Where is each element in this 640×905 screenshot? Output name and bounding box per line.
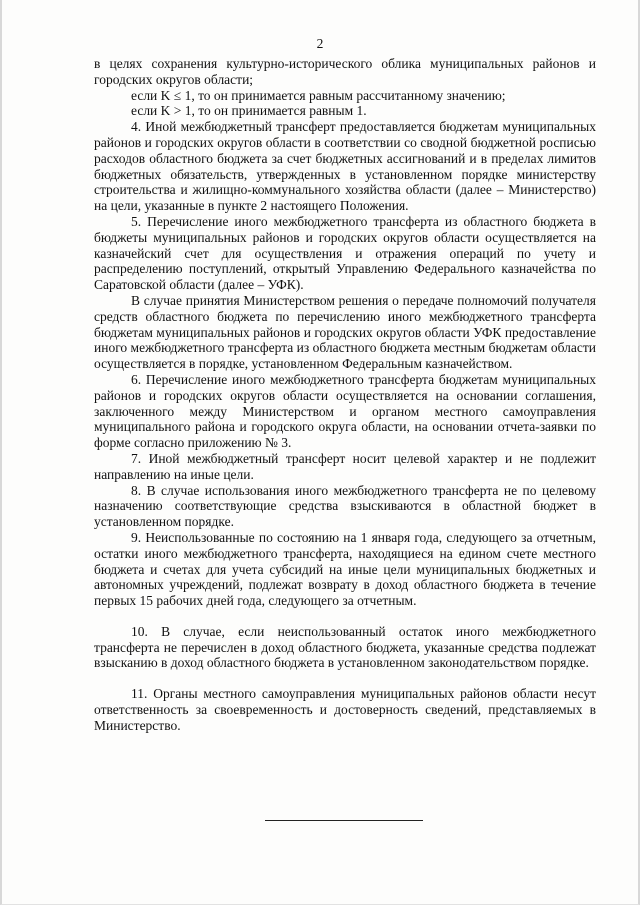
paragraph-intro: в целях сохранения культурно-исторического облика муниципальных районов и городских округов области;	[94, 56, 596, 87]
paragraph-11: 11. Органы местного самоуправления муниципальных районов области несут ответственность за своевременность и достоверность сведений, представляемых в Министерство.	[94, 686, 596, 733]
paragraph-5: 5. Перечисление иного межбюджетного трансферта из областного бюджета в бюджеты муниципальных районов и городских округов области осуществляется на казначейский счет для осуществления и отражения операций по учету и распределению поступлений, открытый Управлению Федерального казначейства по Саратовской области (далее – УФК).	[94, 213, 596, 293]
paragraph-10: 10. В случае, если неиспользованный остаток иного межбюджетного трансферта не перечислен в доход областного бюджета, указанные средства подлежат взысканию в доход областного бюджета в установленном законодательством порядке.	[94, 623, 596, 671]
closing-separator-line	[265, 820, 423, 821]
paragraph-k-gt-1: если K > 1, то он принимается равным 1.	[131, 103, 367, 119]
document-body	[94, 56, 596, 734]
paragraph-4: 4. Иной межбюджетный трансферт предоставляется бюджетам муниципальных районов и городских округов области в соответствии со сводной бюджетной росписью расходов областного бюджета за счет бюджетных ассигнований и в пределах лимитов бюджетных обязательств, утвержденных в установленном порядке министерству строительства и жилищно-коммунального хозяйства области (далее – Министерство) на цели, указанные в пункте 2 настоящего Положения.	[94, 119, 596, 214]
paragraph-5-continued: В случае принятия Министерством решения о передаче полномочий получателя средств областного бюджета по перечислению иного межбюджетного трансферта бюджетам муниципальных районов и городских округов области УФК предоставление иного межбюджетного трансферта из областного бюджета местным бюджетам области осуществляется в порядке, установленном Федеральным казначейством.	[94, 292, 596, 372]
page-number: 2	[316, 36, 324, 51]
paragraph-6: 6. Перечисление иного межбюджетного трансферта бюджетам муниципальных районов и городских округов области осуществляется на основании соглашения, заключенного между Министерством и органом местного самоуправления муниципального района и городского округа области, на основании отчета-заявки по форме согласно приложению № 3.	[94, 371, 596, 451]
paragraph-k-le-1: если K ≤ 1, то он принимается равным рассчитанному значению;	[131, 87, 506, 103]
paragraph-7: 7. Иной межбюджетный трансферт носит целевой характер и не подлежит направлению на иные цели.	[94, 450, 596, 482]
paragraph-8: 8. В случае использования иного межбюджетного трансферта не по целевому назначению соответствующие средства взыскиваются в областной бюджет в установленном порядке.	[94, 482, 596, 530]
paragraph-9: 9. Неиспользованные по состоянию на 1 января года, следующего за отчетным, остатки иного межбюджетного трансферта, находящиеся на едином счете местного бюджета и счетах для учета субсидий на иные цели муниципальных бюджетных и автономных учреждений, подлежат возврату в доход областного бюджета в течение первых 15 рабочих дней года, следующего за отчетным.	[94, 529, 596, 609]
